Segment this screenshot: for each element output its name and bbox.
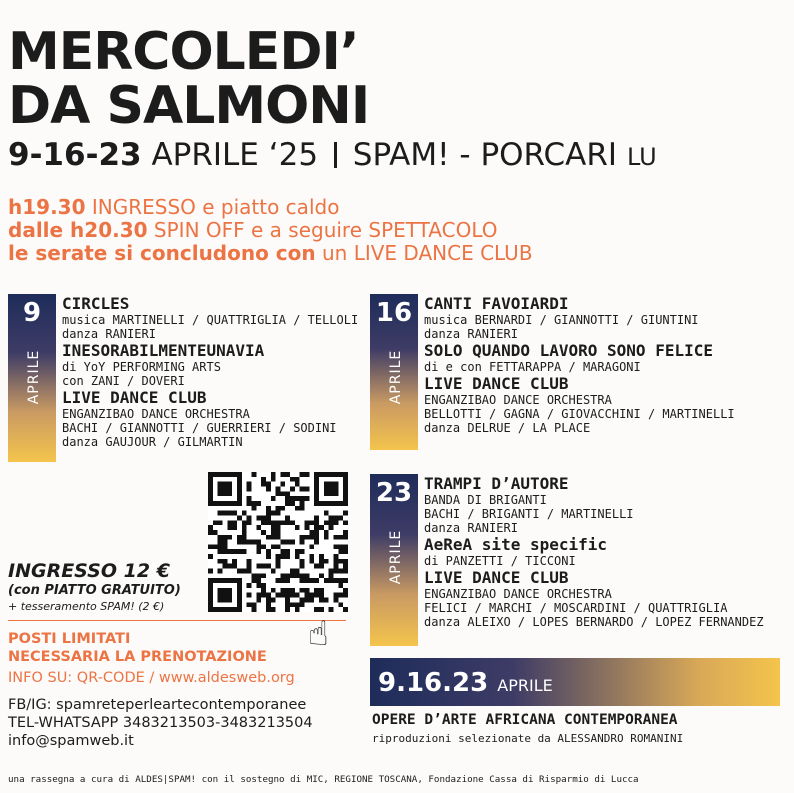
exhibition-dates: 9.16.23 APRILE [378, 668, 553, 698]
contacts [8, 696, 313, 750]
event-credit: danza RANIERI [424, 327, 518, 341]
email-address[interactable]: info@spamweb.it [8, 733, 134, 749]
event-credit: danza RANIERI [424, 521, 518, 535]
dates-month: APRILE ‘25 [151, 137, 319, 173]
event-block-day16 [370, 294, 780, 450]
social-handle[interactable]: FB/IG: spamreteperleartecontemporanee [8, 697, 307, 713]
ticket-price: INGRESSO 12 € [8, 560, 170, 582]
date-bar [370, 474, 418, 646]
dates-venue-line [8, 137, 657, 173]
event-credit: musica MARTINELLI / QUATTRIGLIA / TELLOLI [62, 313, 359, 327]
event-credit: danza DELRUE / LA PLACE [424, 421, 591, 435]
month-label: APRILE [388, 349, 404, 405]
event-content [424, 294, 735, 435]
event-credit: ENGANZIBAO DANCE ORCHESTRA [62, 407, 250, 421]
credits-footer: una rassegna a cura di ALDES|SPAM! con il sostegno di MIC, REGIONE TOSCANA, Fondazione Cassa di Risparmio di Lucca [8, 774, 639, 785]
venue: SPAM! - PORCARI [352, 137, 618, 173]
event-block-day23 [370, 474, 784, 646]
event-credit: danza GAUJOUR / GILMARTIN [62, 435, 243, 449]
title-line-2: DA SALMONI [8, 76, 370, 136]
booking-line-1: POSTI LIMITATI [8, 631, 131, 647]
phone-numbers[interactable]: TEL-WHATSAPP 3483213503-3483213504 [8, 715, 313, 731]
event-credit: BANDA DI BRIGANTI [424, 493, 547, 507]
exhibition-title: OPERE D’ARTE AFRICANA CONTEMPORANEA [372, 712, 678, 728]
event-credit: FELICI / MARCHI / MOSCARDINI / QUATTRIGLIA [424, 601, 728, 615]
event-title: TRAMPI D’AUTORE [424, 474, 569, 493]
schedule-line: h19.30 INGRESSO e piatto caldo [8, 195, 340, 219]
booking-line-2: NECESSARIA LA PRENOTAZIONE [8, 649, 267, 665]
title-line-1: MERCOLEDI’ [8, 22, 359, 82]
exhibition-subtitle: riproduzioni selezionate da ALESSANDRO ROMANINI [372, 732, 684, 745]
separator-bar [334, 142, 337, 168]
evening-schedule [8, 196, 533, 265]
schedule-line: le serate si concludono con un LIVE DANCE CLUB [8, 241, 533, 265]
qr-code[interactable] [208, 472, 348, 612]
day-number: 9 [22, 298, 42, 328]
dates-numbers: 9-16-23 [8, 137, 142, 173]
venue-province: LU [626, 143, 657, 171]
info-link[interactable]: INFO SU: QR-CODE / www.aldesweb.org [8, 670, 295, 686]
event-credit: ENGANZIBAO DANCE ORCHESTRA [424, 393, 612, 407]
event-credit: BACHI / GIANNOTTI / GUERRIERI / SODINI [62, 421, 337, 435]
event-credit: danza RANIERI [62, 327, 156, 341]
event-title: SOLO QUANDO LAVORO SONO FELICE [424, 341, 713, 360]
month-label: APRILE [26, 349, 42, 405]
event-credit: con ZANI / DOVERI [62, 374, 185, 388]
pointing-hand-icon: ☝ [308, 614, 329, 654]
event-title: LIVE DANCE CLUB [62, 388, 207, 407]
exhibition-date-bar [370, 658, 780, 706]
event-credit: BACHI / BRIGANTI / MARTINELLI [424, 507, 634, 521]
date-bar [370, 294, 418, 450]
booking-notice [8, 630, 267, 666]
schedule-line: dalle h20.30 SPIN OFF e a seguire SPETTACOLO [8, 218, 498, 242]
date-bar [8, 294, 56, 462]
day-number: 23 [375, 478, 413, 508]
event-credit: di e con FETTARAPPA / MARAGONI [424, 360, 641, 374]
ticket-meal: (con PIATTO GRATUITO) [8, 583, 181, 598]
event-title: CIRCLES [62, 294, 130, 313]
event-block-day9 [8, 294, 358, 462]
event-credit: di YoY PERFORMING ARTS [62, 360, 221, 374]
event-credit: ENGANZIBAO DANCE ORCHESTRA [424, 587, 612, 601]
day-number: 16 [375, 298, 413, 328]
ticket-membership: + tesseramento SPAM! (2 €) [8, 600, 165, 613]
divider [8, 620, 346, 621]
event-credit: danza ALEIXO / LOPES BERNARDO / LOPEZ FERNANDEZ [424, 615, 764, 629]
event-content [424, 474, 764, 629]
event-credit: di PANZETTI / TICCONI [424, 554, 576, 568]
event-title: CANTI FAVOIARDI [424, 294, 569, 313]
event-title: LIVE DANCE CLUB [424, 568, 569, 587]
event-title: LIVE DANCE CLUB [424, 374, 569, 393]
event-credit: musica BERNARDI / GIANNOTTI / GIUNTINI [424, 313, 699, 327]
event-title: AeReA site specific [424, 535, 608, 554]
month-label: APRILE [388, 529, 404, 585]
event-credit: BELLOTTI / GAGNA / GIOVACCHINI / MARTINELLI [424, 407, 735, 421]
event-title: INESORABILMENTEUNAVIA [62, 341, 265, 360]
event-content [62, 294, 358, 449]
